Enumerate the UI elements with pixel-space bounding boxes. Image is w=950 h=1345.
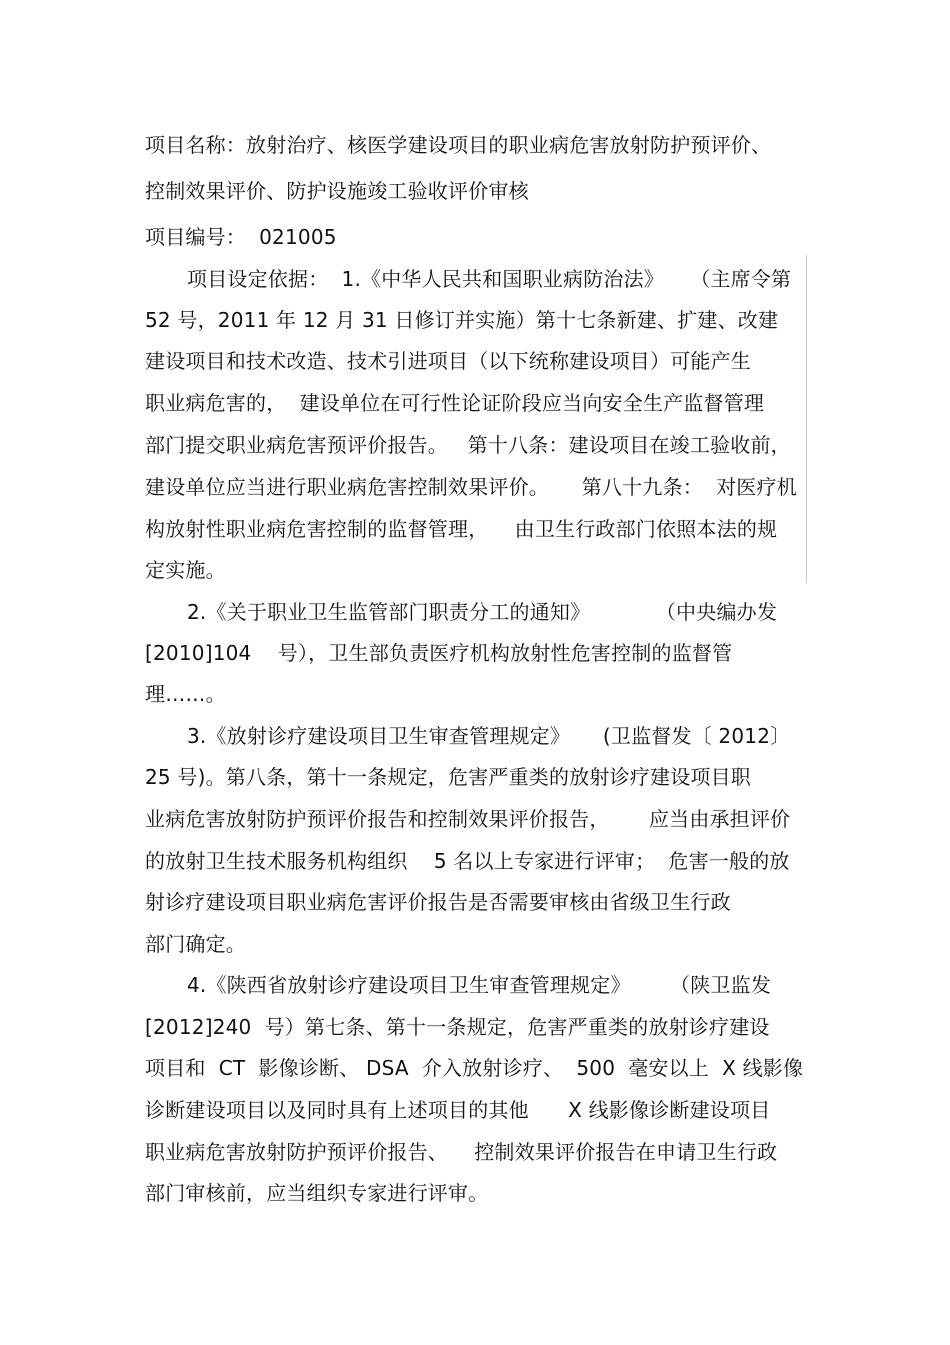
basis-line: 部门提交职业病危害预评价报告。 第十八条：建设项目在竣工验收前，	[145, 433, 791, 457]
item2-line: 理……。	[145, 682, 226, 706]
basis-line: 职业病危害的， 建设单位在可行性论证阶段应当向安全生产监督管理	[145, 391, 765, 415]
item4-line: 4.《陕西省放射诊疗建设项目卫生审查管理规定》 （陕卫监发	[187, 973, 772, 997]
basis-line: 建设项目和技术改造、技术引进项目（以下统称建设项目）可能产生	[145, 349, 751, 373]
item3-line: 3.《放射诊疗建设项目卫生审查管理规定》 (卫监督发〔 2012〕	[187, 724, 791, 748]
margin-rule	[806, 255, 807, 583]
project-name-line-1: 项目名称：放射治疗、核医学建设项目的职业病危害放射防护预评价、	[145, 133, 772, 157]
item2-line: [2010]104 号），卫生部负责医疗机构放射性危害控制的监督管	[145, 641, 733, 665]
basis-line: 建设单位应当进行职业病危害控制效果评价。 第八十九条： 对医疗机	[145, 475, 797, 499]
item3-line: 25 号)。第八条，第十一条规定，危害严重类的放射诊疗建设项目职	[145, 765, 752, 789]
project-name-line-2: 控制效果评价、防护设施竣工验收评价审核	[145, 179, 529, 203]
item4-line: 部门审核前，应当组织专家进行评审。	[145, 1181, 489, 1205]
item4-line: [2012]240 号）第七条、第十一条规定，危害严重类的放射诊疗建设	[145, 1015, 770, 1039]
basis-line: 定实施。	[145, 558, 226, 582]
item4-line: 项目和 CT 影像诊断、 DSA 介入放射诊疗、 500 毫安以上 X 线影像	[145, 1056, 804, 1080]
item3-line: 部门确定。	[145, 932, 246, 956]
basis-line: 52 号，2011 年 12 月 31 日修订并实施）第十七条新建、扩建、改建	[145, 308, 779, 332]
project-number: 项目编号： 021005	[145, 225, 337, 249]
basis-line: 项目设定依据： 1.《中华人民共和国职业病防治法》 （主席令第	[187, 267, 792, 291]
item3-line: 的放射卫生技术服务机构组织 5 名以上专家进行评审； 危害一般的放	[145, 849, 790, 873]
basis-line: 构放射性职业病危害控制的监督管理， 由卫生行政部门依照本法的规	[145, 517, 778, 541]
item4-line: 诊断建设项目以及同时具有上述项目的其他 X 线影像诊断建设项目	[145, 1098, 771, 1122]
item4-line: 职业病危害放射防护预评价报告、 控制效果评价报告在申请卫生行政	[145, 1140, 778, 1164]
item2-line: 2.《关于职业卫生监管部门职责分工的通知》 （中央编办发	[187, 600, 778, 624]
item3-line: 业病危害放射防护预评价报告和控制效果评价报告， 应当由承担评价	[145, 807, 791, 831]
item3-line: 射诊疗建设项目职业病危害评价报告是否需要审核由省级卫生行政	[145, 890, 731, 914]
